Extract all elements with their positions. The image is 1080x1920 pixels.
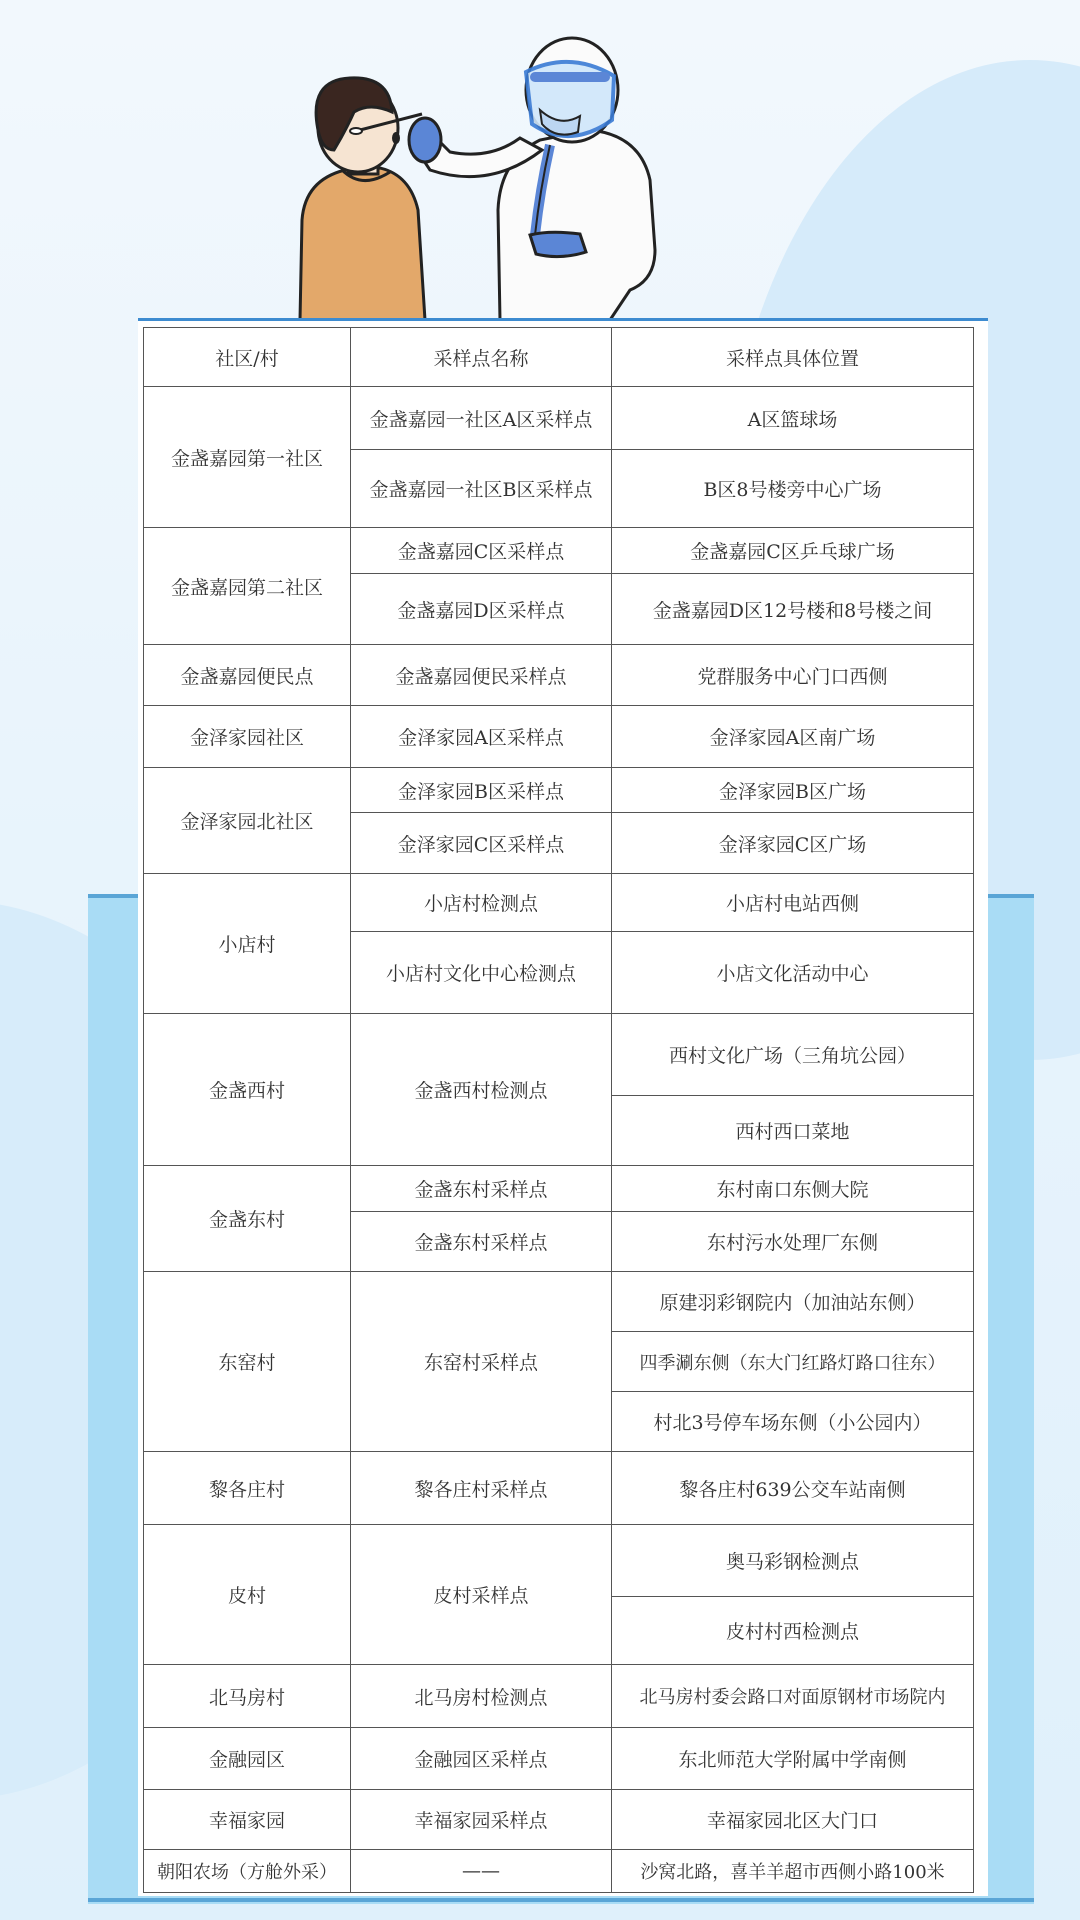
location-cell: 东北师范大学附属中学南侧	[612, 1728, 974, 1790]
table-header-row	[144, 328, 974, 387]
community-cell: 东窑村	[144, 1272, 351, 1452]
location-cell: 皮村村西检测点	[612, 1597, 974, 1665]
location-cell: 金泽家园B区广场	[612, 768, 974, 813]
site-name-cell: 金盏嘉园一社区A区采样点	[351, 387, 612, 450]
community-cell: 金盏嘉园第一社区	[144, 387, 351, 528]
location-cell: 幸福家园北区大门口	[612, 1790, 974, 1850]
location-cell: 西村文化广场（三角坑公园）	[612, 1014, 974, 1096]
location-cell: 奥马彩钢检测点	[612, 1525, 974, 1597]
location-cell: 党群服务中心门口西侧	[612, 645, 974, 706]
table-row	[144, 1665, 974, 1728]
location-cell: A区篮球场	[612, 387, 974, 450]
site-name-cell: 黎各庄村采样点	[351, 1452, 612, 1525]
location-cell: 黎各庄村639公交车站南侧	[612, 1452, 974, 1525]
location-cell: 沙窝北路，喜羊羊超市西侧小路100米	[612, 1850, 974, 1893]
site-name-cell: 东窑村采样点	[351, 1272, 612, 1452]
header-site-name: 采样点名称	[351, 328, 612, 387]
table-row	[144, 706, 974, 768]
location-cell: 村北3号停车场东侧（小公园内）	[612, 1392, 974, 1452]
blue-band-bottom-line	[88, 1898, 1034, 1902]
location-cell: 原建羽彩钢院内（加油站东侧）	[612, 1272, 974, 1332]
table-row	[144, 1166, 974, 1212]
site-name-cell: 金泽家园A区采样点	[351, 706, 612, 768]
community-cell: 幸福家园	[144, 1790, 351, 1850]
table-row	[144, 874, 974, 932]
site-name-cell: 金盏东村采样点	[351, 1166, 612, 1212]
table-row	[144, 1728, 974, 1790]
site-name-cell: 小店村检测点	[351, 874, 612, 932]
community-cell: 金泽家园北社区	[144, 768, 351, 874]
community-cell: 北马房村	[144, 1665, 351, 1728]
patient-figure	[300, 78, 425, 320]
table-row	[144, 1014, 974, 1096]
header-location: 采样点具体位置	[612, 328, 974, 387]
site-name-cell: 幸福家园采样点	[351, 1790, 612, 1850]
site-name-cell: ——	[351, 1850, 612, 1893]
header-community: 社区/村	[144, 328, 351, 387]
site-name-cell: 金盏西村检测点	[351, 1014, 612, 1166]
table-row	[144, 645, 974, 706]
table-row	[144, 1850, 974, 1893]
site-name-cell: 金泽家园B区采样点	[351, 768, 612, 813]
community-cell: 金盏东村	[144, 1166, 351, 1272]
location-cell: 金泽家园C区广场	[612, 813, 974, 874]
site-name-cell: 金盏嘉园D区采样点	[351, 574, 612, 645]
community-cell: 皮村	[144, 1525, 351, 1665]
swab-test-illustration	[250, 20, 810, 320]
community-cell: 金融园区	[144, 1728, 351, 1790]
community-cell: 金泽家园社区	[144, 706, 351, 768]
table-row	[144, 1272, 974, 1332]
location-cell: 金盏嘉园D区12号楼和8号楼之间	[612, 574, 974, 645]
location-cell: 金泽家园A区南广场	[612, 706, 974, 768]
table-row	[144, 528, 974, 574]
location-cell: 小店文化活动中心	[612, 932, 974, 1014]
location-cell: 四季涮东侧（东大门红路灯路口往东）	[612, 1332, 974, 1392]
table-row	[144, 768, 974, 813]
site-name-cell: 金盏东村采样点	[351, 1212, 612, 1272]
location-cell: 东村污水处理厂东侧	[612, 1212, 974, 1272]
site-name-cell: 小店村文化中心检测点	[351, 932, 612, 1014]
location-cell: 西村西口菜地	[612, 1096, 974, 1166]
site-name-cell: 金盏嘉园一社区B区采样点	[351, 450, 612, 528]
site-name-cell: 金盏嘉园C区采样点	[351, 528, 612, 574]
community-cell: 金盏嘉园第二社区	[144, 528, 351, 645]
site-name-cell: 金融园区采样点	[351, 1728, 612, 1790]
location-cell: 小店村电站西侧	[612, 874, 974, 932]
location-cell: 北马房村委会路口对面原钢材市场院内	[612, 1665, 974, 1728]
site-name-cell: 金盏嘉园便民采样点	[351, 645, 612, 706]
community-cell: 金盏西村	[144, 1014, 351, 1166]
sampling-sites-table	[143, 327, 974, 1893]
table-row	[144, 387, 974, 450]
site-name-cell: 金泽家园C区采样点	[351, 813, 612, 874]
community-cell: 小店村	[144, 874, 351, 1014]
table-row	[144, 1525, 974, 1597]
location-cell: 金盏嘉园C区乒乓球广场	[612, 528, 974, 574]
site-name-cell: 北马房村检测点	[351, 1665, 612, 1728]
site-name-cell: 皮村采样点	[351, 1525, 612, 1665]
location-cell: B区8号楼旁中心广场	[612, 450, 974, 528]
community-cell: 黎各庄村	[144, 1452, 351, 1525]
table-row	[144, 1452, 974, 1525]
location-cell: 东村南口东侧大院	[612, 1166, 974, 1212]
table-row	[144, 1790, 974, 1850]
community-cell: 金盏嘉园便民点	[144, 645, 351, 706]
community-cell: 朝阳农场（方舱外采）	[144, 1850, 351, 1893]
table-card-top-line	[138, 318, 988, 321]
